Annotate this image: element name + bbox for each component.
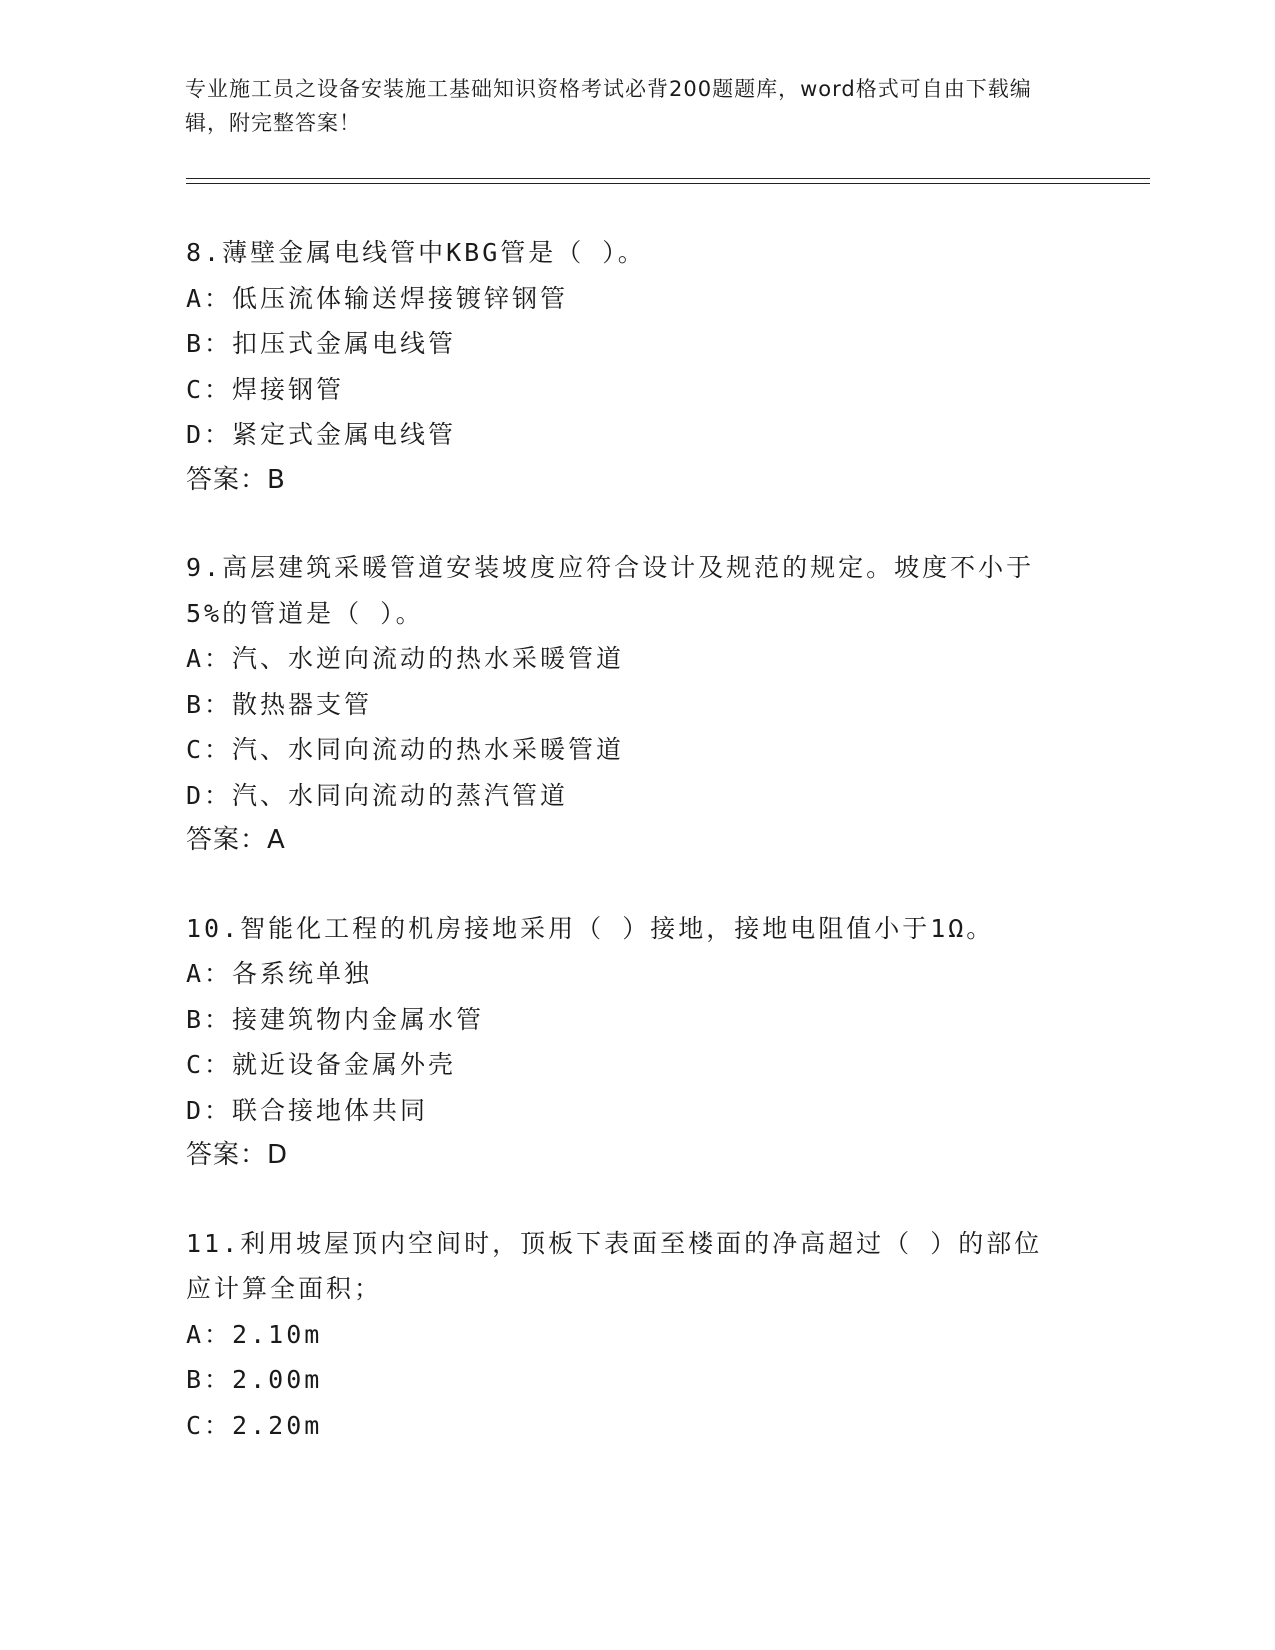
option-a: A：2.10m <box>186 1319 323 1349</box>
header-rule-double <box>186 183 1150 184</box>
option-c: C：2.20m <box>186 1410 323 1440</box>
document-header: 专业施工员之设备安装施工基础知识资格考试必背200题题库，word格式可自由下载编辑，附完整答案！ <box>185 77 1032 135</box>
option-d: D：汽、水同向流动的蒸汽管道 <box>186 780 569 810</box>
option-b: B：扣压式金属电线管 <box>186 329 457 358</box>
option-c: C：汽、水同向流动的热水采暖管道 <box>186 735 625 764</box>
question-stem: 10.智能化工程的机房接地采用（ ）接地，接地电阻值小于1Ω。 <box>186 913 995 943</box>
question-stem: 8.薄壁金属电线管中KBG管是（ ）。 <box>186 238 646 267</box>
question-stem: 11.利用坡屋顶内空间时，顶板下表面至楼面的净高超过（ ）的部位应计算全面积； <box>186 1228 1043 1303</box>
header-rule <box>186 178 1150 179</box>
question-10 <box>186 906 1086 1179</box>
option-c: C：焊接钢管 <box>186 374 345 404</box>
option-a: A：汽、水逆向流动的热水采暖管道 <box>186 644 625 673</box>
option-b: B：散热器支管 <box>186 689 373 719</box>
option-a: A：低压流体输送焊接镀锌钢管 <box>186 283 569 313</box>
answer: 答案：A <box>186 825 286 855</box>
option-d: D：联合接地体共同 <box>186 1095 429 1125</box>
question-8 <box>186 230 1086 503</box>
answer: 答案：B <box>186 464 286 495</box>
question-stem: 9.高层建筑采暖管道安装坡度应符合设计及规范的规定。坡度不小于5%的管道是（ ）。 <box>186 553 1035 628</box>
question-11 <box>186 1221 1086 1449</box>
option-b: B：2.00m <box>186 1365 323 1394</box>
option-c: C：就近设备金属外壳 <box>186 1050 457 1079</box>
option-b: B：接建筑物内金属水管 <box>186 1004 485 1034</box>
answer: 答案：D <box>186 1140 289 1170</box>
question-list <box>186 230 1086 1490</box>
option-d: D：紧定式金属电线管 <box>186 420 457 449</box>
question-9 <box>186 545 1086 864</box>
option-a: A：各系统单独 <box>186 959 373 988</box>
